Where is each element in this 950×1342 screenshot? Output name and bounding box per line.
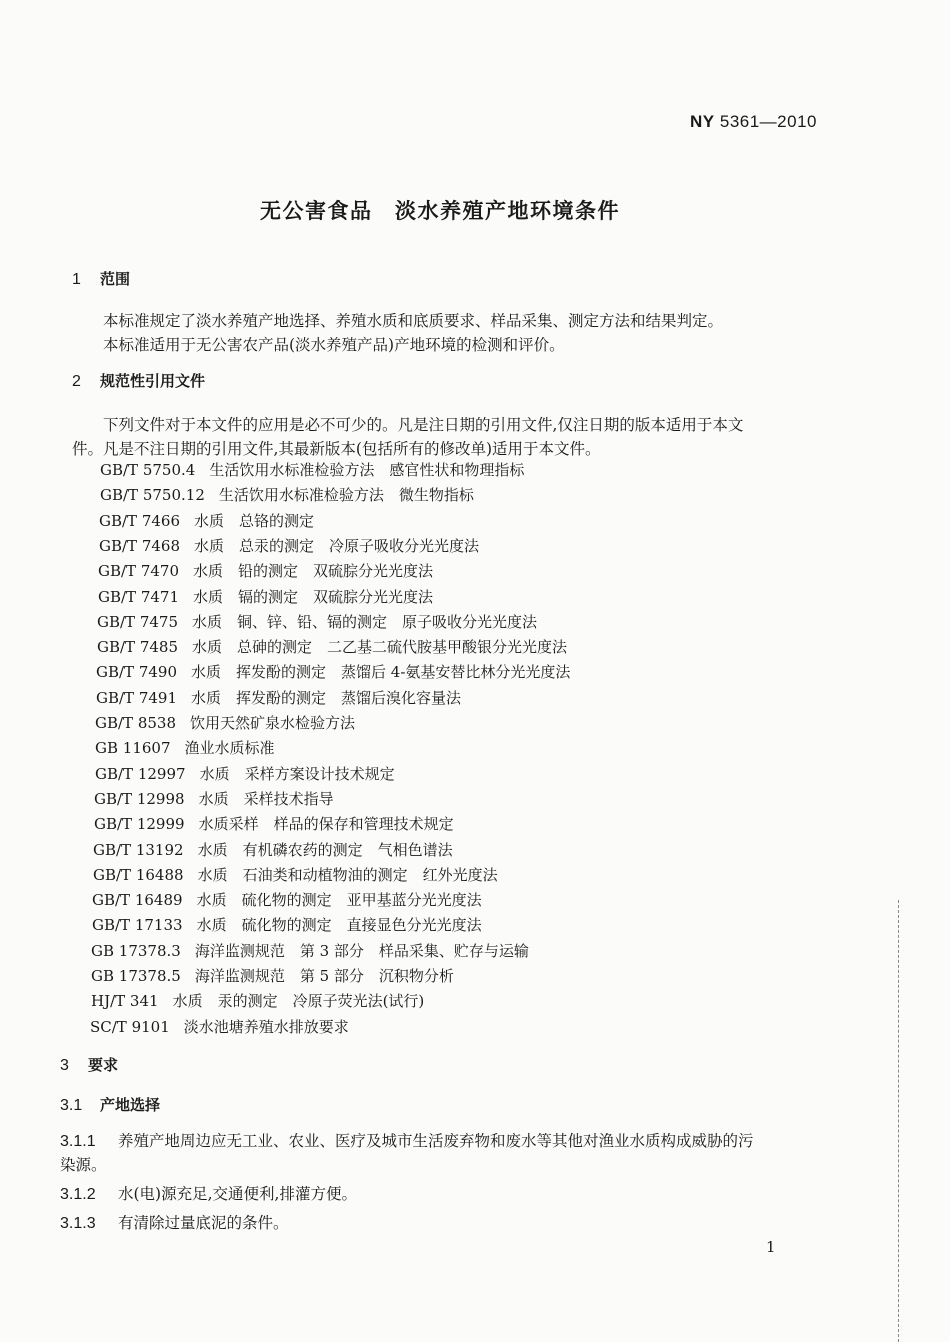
reference-code: GB/T 7471 — [98, 588, 180, 606]
reference-code: GB/T 5750.4 — [100, 461, 196, 479]
reference-title: 水质 镉的测定 双硫腙分光光度法 — [193, 588, 434, 606]
reference-code: SC/T 9101 — [90, 1018, 170, 1036]
reference-code: HJ/T 341 — [91, 992, 159, 1010]
reference-item — [100, 459, 524, 480]
reference-title: 渔业水质标准 — [184, 739, 275, 757]
reference-code: GB/T 7491 — [96, 689, 178, 707]
reference-code: GB 17378.5 — [91, 967, 181, 985]
section-1-para-1: 本标准规定了淡水养殖产地选择、养殖水质和底质要求、样品采集、测定方法和结果判定。 — [103, 312, 724, 330]
reference-item — [92, 914, 482, 935]
reference-title: 生活饮用水标准检验方法 感官性状和物理指标 — [209, 461, 525, 479]
reference-title: 水质 石油类和动植物油的测定 红外光度法 — [197, 866, 498, 884]
reference-title: 饮用天然矿泉水检验方法 — [190, 714, 356, 732]
reference-item — [98, 586, 433, 607]
reference-code: GB 11607 — [95, 739, 171, 757]
reference-code: GB/T 12998 — [94, 790, 185, 808]
clause-3-1-1: 3.1.1 养殖产地周边应无工业、农业、医疗及城市生活废弃物和废水等其他对渔业水质构成威胁的污 — [60, 1132, 754, 1150]
reference-item — [94, 788, 334, 809]
section-2-intro-line-1: 下列文件对于本文件的应用是必不可少的。凡是注日期的引用文件,仅注日期的版本适用于本文 — [103, 416, 744, 434]
reference-item — [96, 661, 570, 682]
reference-item — [90, 1016, 349, 1037]
page-number: 1 — [766, 1238, 776, 1256]
reference-code: GB/T 7466 — [99, 512, 181, 530]
reference-title: 水质 采样技术指导 — [198, 790, 334, 808]
reference-title: 水质 采样方案设计技术规定 — [199, 765, 395, 783]
reference-title: 水质 挥发酚的测定 蒸馏后溴化容量法 — [191, 689, 462, 707]
reference-code: GB/T 13192 — [93, 841, 184, 859]
reference-code: GB/T 17133 — [92, 916, 183, 934]
reference-title: 水质 汞的测定 冷原子荧光法(试行) — [172, 992, 425, 1010]
reference-code: GB/T 16488 — [93, 866, 184, 884]
reference-item — [96, 687, 461, 708]
reference-code: GB/T 8538 — [95, 714, 177, 732]
reference-code: GB/T 12999 — [94, 815, 185, 833]
reference-item — [95, 737, 275, 758]
clause-3-1-1-continued: 染源。 — [60, 1156, 107, 1174]
reference-item — [91, 965, 454, 986]
reference-title: 海洋监测规范 第 5 部分 沉积物分析 — [194, 967, 454, 985]
section-3-heading: 3 要求 — [60, 1056, 119, 1074]
reference-item — [95, 763, 395, 784]
section-2-heading: 2 规范性引用文件 — [72, 372, 206, 390]
reference-code: GB/T 7490 — [96, 663, 178, 681]
reference-title: 水质 铅的测定 双硫腙分光光度法 — [193, 562, 434, 580]
reference-item — [97, 611, 537, 632]
reference-item — [92, 889, 482, 910]
reference-item — [99, 510, 314, 531]
reference-item — [91, 940, 529, 961]
reference-title: 水质 总铬的测定 — [194, 512, 315, 530]
reference-title: 生活饮用水标准检验方法 微生物指标 — [218, 486, 474, 504]
reference-title: 水质 铜、锌、铅、镉的测定 原子吸收分光光度法 — [192, 613, 538, 631]
reference-title: 水质 硫化物的测定 直接显色分光光度法 — [196, 916, 482, 934]
reference-item — [91, 990, 424, 1011]
reference-item — [95, 712, 355, 733]
scan-edge-line — [898, 900, 899, 1342]
reference-code: GB/T 7468 — [99, 537, 181, 555]
section-2-intro-line-2: 件。凡是不注日期的引用文件,其最新版本(包括所有的修改单)适用于本文件。 — [72, 440, 601, 458]
reference-code: GB 17378.3 — [91, 942, 181, 960]
subsection-3-1-heading: 3.1 产地选择 — [60, 1096, 161, 1114]
reference-title: 水质 挥发酚的测定 蒸馏后 4-氨基安替比林分光光度法 — [191, 663, 571, 681]
section-1-heading: 1 范围 — [72, 270, 131, 288]
reference-item — [97, 636, 567, 657]
reference-title: 海洋监测规范 第 3 部分 样品采集、贮存与运输 — [194, 942, 529, 960]
reference-item — [94, 813, 454, 834]
reference-title: 水质 总汞的测定 冷原子吸收分光光度法 — [194, 537, 480, 555]
reference-code: GB/T 7485 — [97, 638, 179, 656]
reference-code: GB/T 5750.12 — [100, 486, 205, 504]
clause-3-1-3: 3.1.3 有清除过量底泥的条件。 — [60, 1214, 289, 1232]
reference-code: GB/T 7475 — [97, 613, 179, 631]
reference-item — [93, 839, 453, 860]
reference-title: 水质采样 样品的保存和管理技术规定 — [198, 815, 454, 833]
reference-item — [98, 560, 433, 581]
reference-item — [93, 864, 498, 885]
standard-number: NY 5361—2010 — [690, 112, 817, 131]
reference-code: GB/T 16489 — [92, 891, 183, 909]
document-title: 无公害食品 淡水养殖产地环境条件 — [260, 199, 620, 223]
reference-title: 水质 有机磷农药的测定 气相色谱法 — [197, 841, 453, 859]
reference-title: 水质 硫化物的测定 亚甲基蓝分光光度法 — [196, 891, 482, 909]
clause-3-1-2: 3.1.2 水(电)源充足,交通便利,排灌方便。 — [60, 1185, 357, 1203]
reference-code: GB/T 12997 — [95, 765, 186, 783]
reference-title: 水质 总砷的测定 二乙基二硫代胺基甲酸银分光光度法 — [192, 638, 568, 656]
section-1-para-2: 本标准适用于无公害农产品(淡水养殖产品)产地环境的检测和评价。 — [103, 336, 565, 354]
reference-item — [100, 484, 474, 505]
reference-item — [99, 535, 479, 556]
reference-title: 淡水池塘养殖水排放要求 — [183, 1018, 349, 1036]
reference-code: GB/T 7470 — [98, 562, 180, 580]
